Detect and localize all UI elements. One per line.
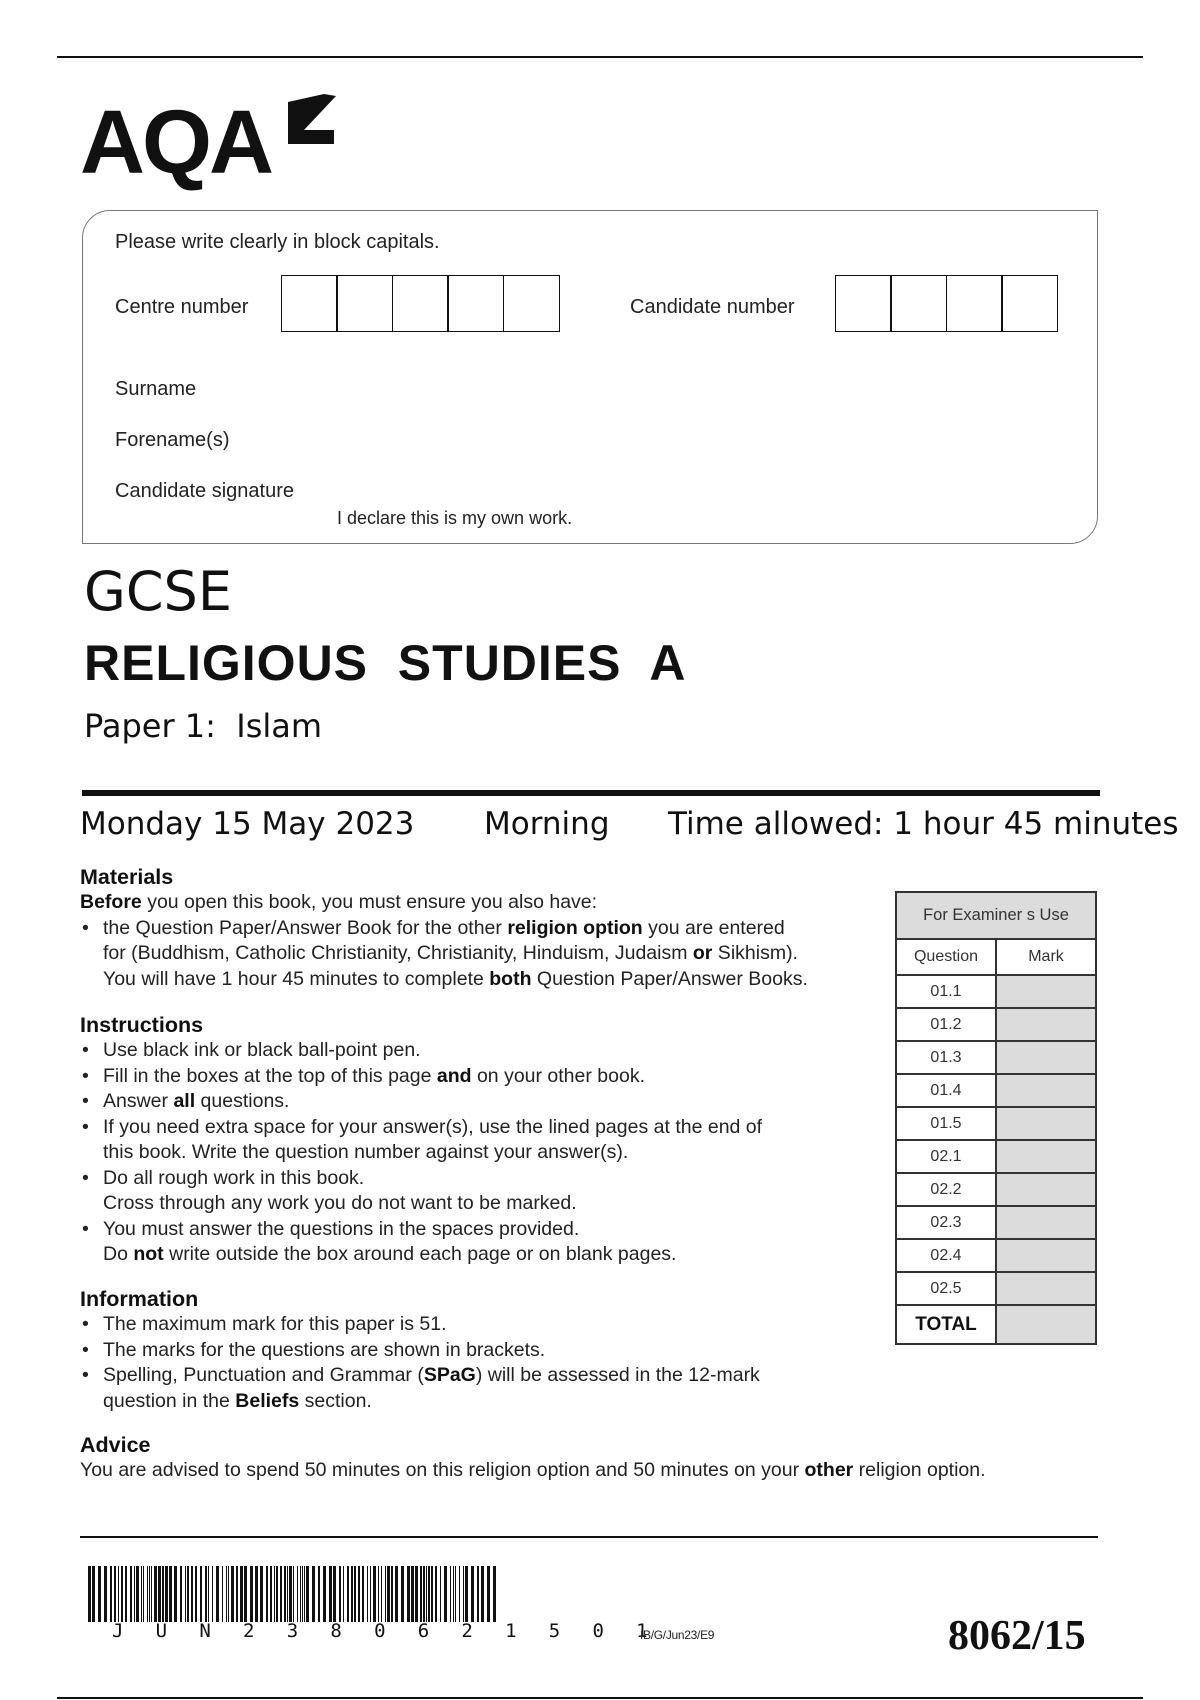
barcode-bar	[423, 1566, 425, 1622]
barcode-bar	[174, 1566, 177, 1622]
barcode-bar	[255, 1566, 258, 1622]
barcode-bar	[180, 1566, 182, 1622]
centre-digit-box[interactable]	[281, 275, 338, 332]
barcode-bar	[185, 1566, 186, 1622]
barcode-bar	[358, 1566, 360, 1622]
barcode-bar	[415, 1566, 418, 1622]
barcode-bar	[471, 1566, 474, 1622]
barcode-bar	[431, 1566, 433, 1622]
information-heading: Information	[80, 1287, 199, 1311]
aqa-leaf-icon	[284, 90, 342, 148]
signature-label: Candidate signature	[115, 480, 295, 502]
barcode-bar	[401, 1566, 404, 1622]
barcode-bar	[195, 1566, 197, 1622]
mark-cell	[996, 1206, 1096, 1239]
list-item: • The maximum mark for this paper is 51.	[80, 1312, 880, 1338]
bottom-rule	[57, 1697, 1143, 1699]
list-item: • You must answer the questions in the spaces provided. Do not write outside the box around each page or on blank pages.	[80, 1217, 880, 1268]
barcode-bar	[459, 1566, 460, 1622]
list-item: • Do all rough work in this book. Cross through any work you do not want to be marked.	[80, 1166, 880, 1217]
barcode-bar	[187, 1566, 189, 1622]
mark-cell	[996, 1074, 1096, 1107]
question-number-cell: 02.3	[896, 1206, 996, 1239]
barcode-bar	[440, 1566, 441, 1622]
paper-reference: IB/G/Jun23/E9	[640, 1628, 715, 1642]
barcode-bar	[453, 1566, 454, 1622]
table-row	[896, 1107, 1096, 1140]
table-row	[896, 1206, 1096, 1239]
subject-title: RELIGIOUS STUDIES A	[84, 635, 687, 691]
barcode-bar	[347, 1566, 349, 1622]
centre-number-boxes[interactable]	[282, 275, 560, 332]
barcode-bar	[240, 1566, 243, 1622]
barcode-bar	[104, 1566, 107, 1622]
barcode-bar	[118, 1566, 119, 1622]
barcode-bar	[121, 1566, 123, 1622]
question-number-cell: 02.1	[896, 1140, 996, 1173]
barcode-bar	[493, 1566, 496, 1622]
question-number-cell: 02.5	[896, 1272, 996, 1305]
barcode-bar	[165, 1566, 168, 1622]
information-section	[80, 1286, 880, 1414]
mark-cell	[996, 1107, 1096, 1140]
instructions-heading: Instructions	[80, 1013, 204, 1037]
barcode-bar	[212, 1566, 213, 1622]
block-capitals-instruction: Please write clearly in block capitals.	[115, 231, 440, 253]
barcode-bar	[302, 1566, 303, 1622]
candidate-details-box	[82, 210, 1098, 544]
candidate-number-label: Candidate number	[630, 296, 795, 318]
question-number-cell: 01.2	[896, 1008, 996, 1041]
title-rule	[82, 790, 1100, 796]
barcode-bar	[373, 1566, 376, 1622]
materials-intro: Before you open this book, you must ensure you also have:	[80, 891, 598, 913]
advice-text: You are advised to spend 50 minutes on this religion option and 50 minutes on your other religion option.	[80, 1459, 986, 1481]
barcode-bar	[450, 1566, 451, 1622]
barcode-bar	[385, 1566, 386, 1622]
mark-cell	[996, 1272, 1096, 1305]
materials-section	[80, 864, 880, 992]
table-row	[896, 1239, 1096, 1272]
question-number-cell: 01.4	[896, 1074, 996, 1107]
barcode-bar	[266, 1566, 268, 1622]
barcode-bar	[435, 1566, 437, 1622]
barcode-bar	[343, 1566, 344, 1622]
barcode-bar	[274, 1566, 275, 1622]
paper-title: Paper 1: Islam	[84, 707, 323, 745]
qualification-title: GCSE	[84, 560, 232, 623]
question-column-header: Question	[896, 939, 996, 975]
mark-cell	[996, 975, 1096, 1008]
mark-column-header: Mark	[996, 939, 1096, 975]
question-number-cell: 01.5	[896, 1107, 996, 1140]
barcode-bar	[149, 1566, 150, 1622]
list-item: • Answer all questions.	[80, 1089, 880, 1115]
barcode-bar	[280, 1566, 282, 1622]
surname-label: Surname	[115, 378, 197, 400]
question-number-cell: 01.3	[896, 1041, 996, 1074]
exam-session: Morning	[484, 806, 610, 842]
barcode-bar	[244, 1566, 247, 1622]
mark-cell	[996, 1140, 1096, 1173]
barcode-bar	[362, 1566, 364, 1622]
barcode-bar	[354, 1566, 356, 1622]
mark-cell	[996, 1239, 1096, 1272]
candidate-digit-box[interactable]	[1001, 275, 1058, 332]
barcode-bar	[455, 1566, 456, 1622]
barcode-bar	[395, 1566, 398, 1622]
list-item: • Spelling, Punctuation and Grammar (SPaG) will be assessed in the 12-mark question in the Beliefs section.	[80, 1363, 880, 1414]
barcode-bar	[318, 1566, 320, 1622]
barcode-bar	[226, 1566, 227, 1622]
centre-digit-box[interactable]	[392, 275, 449, 332]
barcode-bar	[92, 1566, 95, 1622]
barcode-bar	[141, 1566, 142, 1622]
barcode-digits: J U N 2 3 8 0 6 2 1 5 0 1	[112, 1620, 658, 1642]
barcode-bar	[329, 1566, 332, 1622]
table-row	[896, 1041, 1096, 1074]
time-allowed: Time allowed: 1 hour 45 minutes	[668, 806, 1179, 842]
table-row	[896, 975, 1096, 1008]
barcode-bar	[293, 1566, 294, 1622]
barcode-bar	[236, 1566, 238, 1622]
barcode-bar	[287, 1566, 288, 1622]
barcode-bar	[216, 1566, 219, 1622]
barcode-bar	[391, 1566, 393, 1622]
barcode-bar	[407, 1566, 410, 1622]
barcode-bar	[481, 1566, 484, 1622]
barcode-bar	[231, 1566, 234, 1622]
paper-code: 8062/15	[948, 1613, 1086, 1659]
barcode-bar	[88, 1566, 91, 1622]
top-rule	[57, 56, 1143, 58]
advice-heading: Advice	[80, 1433, 151, 1457]
barcode-bar	[323, 1566, 326, 1622]
barcode-bar	[200, 1566, 202, 1622]
table-row	[896, 1173, 1096, 1206]
barcode-bar	[136, 1566, 139, 1622]
barcode-bar	[297, 1566, 298, 1622]
barcode-bar	[154, 1566, 157, 1622]
barcode-bar	[351, 1566, 353, 1622]
question-number-cell: 02.4	[896, 1239, 996, 1272]
barcode-bar	[191, 1566, 193, 1622]
barcode-bar	[426, 1566, 427, 1622]
barcode-bar	[306, 1566, 309, 1622]
barcode-bar	[444, 1566, 447, 1622]
forename-label: Forename(s)	[115, 429, 230, 451]
barcode-bar	[125, 1566, 127, 1622]
centre-digit-box[interactable]	[503, 275, 560, 332]
barcode-bar	[465, 1566, 468, 1622]
barcode-bar	[300, 1566, 301, 1622]
mark-cell	[996, 1008, 1096, 1041]
barcode-bar	[98, 1566, 101, 1622]
candidate-digit-box[interactable]	[946, 275, 1003, 332]
barcode-bar	[250, 1566, 253, 1622]
list-item: • Fill in the boxes at the top of this page and on your other book.	[80, 1064, 880, 1090]
barcode-bar	[420, 1566, 422, 1622]
barcode-bar	[208, 1566, 209, 1622]
barcode-bar	[487, 1566, 490, 1622]
list-item: • If you need extra space for your answer(s), use the lined pages at the end of this book. Write the question number against your answer(s).	[80, 1115, 880, 1166]
question-number-cell: 01.1	[896, 975, 996, 1008]
barcode-bar	[312, 1566, 315, 1622]
barcode-bar	[134, 1566, 135, 1622]
barcode-bar	[114, 1566, 116, 1622]
total-label: TOTAL	[896, 1305, 996, 1344]
candidate-digit-box[interactable]	[890, 275, 947, 332]
declaration-text: I declare this is my own work.	[337, 508, 573, 528]
mark-cell	[996, 1041, 1096, 1074]
barcode-bar	[169, 1566, 172, 1622]
table-row	[896, 1074, 1096, 1107]
examiner-table-title: For Examiner s Use	[896, 892, 1096, 939]
aqa-logo	[80, 88, 350, 193]
exam-date: Monday 15 May 2023	[80, 806, 415, 842]
advice-section	[80, 1432, 1120, 1484]
barcode-bar	[143, 1566, 144, 1622]
barcode-bar	[428, 1566, 430, 1622]
candidate-digit-box[interactable]	[835, 275, 892, 332]
candidate-number-boxes[interactable]	[836, 275, 1058, 332]
table-row	[896, 1272, 1096, 1305]
instructions-section	[80, 1012, 880, 1268]
barcode-bar	[205, 1566, 207, 1622]
barcode-bar	[378, 1566, 379, 1622]
barcode-bar	[304, 1566, 305, 1622]
barcode-bar	[289, 1566, 292, 1622]
barcode-bar	[158, 1566, 161, 1622]
barcode-bar	[370, 1566, 371, 1622]
list-item: • The marks for the questions are shown in brackets.	[80, 1338, 880, 1364]
barcode-bar	[463, 1566, 464, 1622]
table-row	[896, 1140, 1096, 1173]
logo-text: AQA	[80, 93, 271, 193]
barcode-bar	[270, 1566, 272, 1622]
barcode-bar	[162, 1566, 164, 1622]
barcode-bar	[260, 1566, 263, 1622]
barcode-bar	[367, 1566, 368, 1622]
barcode-bar	[411, 1566, 414, 1622]
materials-heading: Materials	[80, 865, 174, 889]
barcode-bar	[333, 1566, 336, 1622]
barcode-bar	[276, 1566, 278, 1622]
list-item: • the Question Paper/Answer Book for the other religion option you are entered for (Buddhism, Catholic Christianity, Christianity, Hinduism, Judaism or Sikhism). You will have 1 hour 45 minutes to complete both Question Paper/Answer Books.	[80, 916, 880, 993]
table-row	[896, 1008, 1096, 1041]
barcode-bar	[222, 1566, 223, 1622]
centre-digit-box[interactable]	[447, 275, 504, 332]
total-mark-cell	[996, 1305, 1096, 1344]
barcode-bar	[130, 1566, 132, 1622]
barcode-bar	[284, 1566, 286, 1622]
barcode-bar	[387, 1566, 390, 1622]
centre-number-label: Centre number	[115, 296, 249, 318]
barcode-bar	[477, 1566, 479, 1622]
question-number-cell: 02.2	[896, 1173, 996, 1206]
mark-cell	[996, 1173, 1096, 1206]
list-item: • Use black ink or black ball-point pen.	[80, 1038, 880, 1064]
barcode-bar	[147, 1566, 148, 1622]
barcode	[88, 1566, 500, 1622]
examiner-use-table	[895, 891, 1097, 1345]
centre-digit-box[interactable]	[336, 275, 393, 332]
barcode-bar	[381, 1566, 382, 1622]
barcode-bar	[110, 1566, 112, 1622]
barcode-bar	[151, 1566, 152, 1622]
barcode-bar	[339, 1566, 341, 1622]
barcode-bar	[228, 1566, 229, 1622]
footer-rule	[80, 1536, 1098, 1538]
